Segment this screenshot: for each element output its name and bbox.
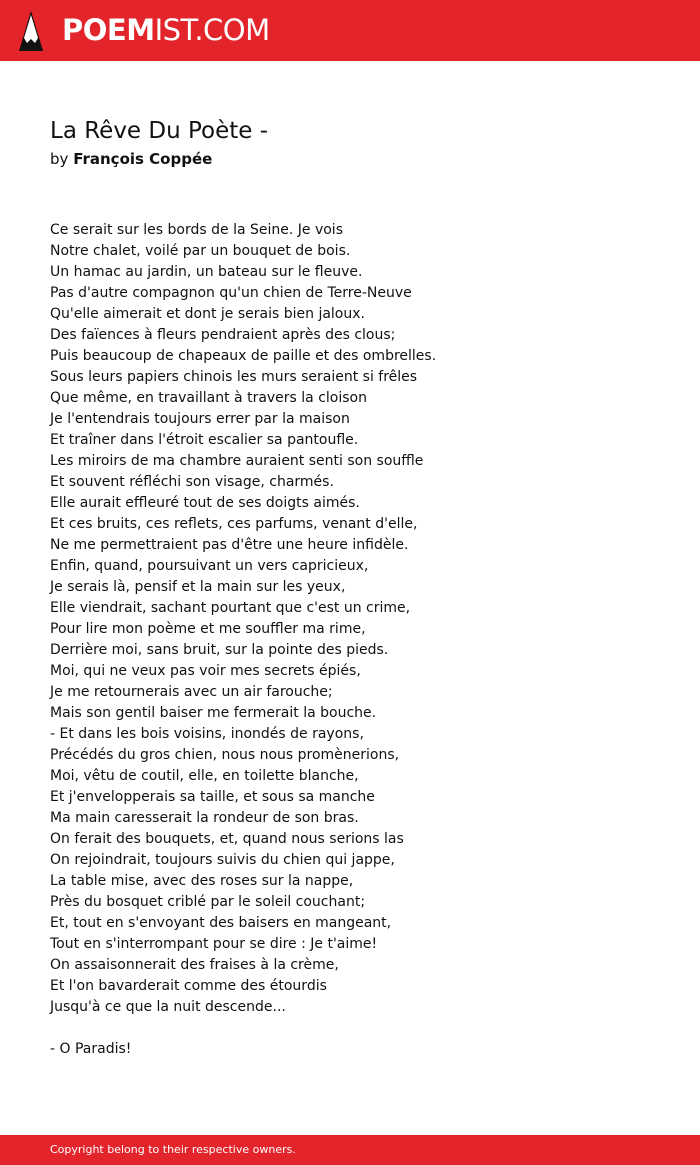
poem-line: Et l'on bavarderait comme des étourdis xyxy=(50,978,327,994)
poem-line: Sous leurs papiers chinois les murs seraient si frêles xyxy=(50,369,418,385)
poem-line: Puis beaucoup de chapeaux de paille et des ombrelles. xyxy=(50,348,437,364)
poem-line: Les miroirs de ma chambre auraient senti son souffle xyxy=(50,453,424,469)
poem-line: Et ces bruits, ces reflets, ces parfums, venant d'elle, xyxy=(50,516,418,532)
poem-line: Je l'entendrais toujours errer par la maison xyxy=(50,411,350,427)
poem-line: Que même, en travaillant à travers la cloison xyxy=(50,390,367,406)
brand-strong-text: POEM xyxy=(62,13,155,47)
poem-line: Un hamac au jardin, un bateau sur le fleuve. xyxy=(50,264,363,280)
poem-line: On ferait des bouquets, et, quand nous serions las xyxy=(50,831,404,847)
site-footer xyxy=(0,1135,700,1165)
brand-light-text: IST.COM xyxy=(154,13,270,47)
poem-byline xyxy=(50,149,212,169)
poem-line: On assaisonnerait des fraises à la crème, xyxy=(50,957,339,973)
by-label: by xyxy=(50,150,69,168)
site-header xyxy=(0,0,700,61)
poem-body xyxy=(50,220,670,1060)
poem-line: Enfin, quand, poursuivant un vers capricieux, xyxy=(50,558,369,574)
poem-line: Pas d'autre compagnon qu'un chien de Terre-Neuve xyxy=(50,285,412,301)
poem-line: Ne me permettraient pas d'être une heure infidèle. xyxy=(50,537,409,553)
poem-line: Notre chalet, voilé par un bouquet de bois. xyxy=(50,243,351,259)
poem-line: Et, tout en s'envoyant des baisers en mangeant, xyxy=(50,915,392,931)
poem-line: Des faïences à fleurs pendraient après des clous; xyxy=(50,327,396,343)
poem-line: La table mise, avec des roses sur la nappe, xyxy=(50,873,354,889)
site-logo-link[interactable] xyxy=(62,12,270,48)
poem-line: Je me retournerais avec un air farouche; xyxy=(50,684,333,700)
poem-line: Moi, vêtu de coutil, elle, en toilette blanche, xyxy=(50,768,359,784)
poem-line: Pour lire mon poème et me souffler ma rime, xyxy=(50,621,366,637)
poem-line: On rejoindrait, toujours suivis du chien qui jappe, xyxy=(50,852,395,868)
poem-line: - Et dans les bois voisins, inondés de rayons, xyxy=(50,726,364,742)
poem-line: Elle aurait effleuré tout de ses doigts aimés. xyxy=(50,495,360,511)
stanza-gap xyxy=(50,1018,670,1039)
poem-line: Et j'envelopperais sa taille, et sous sa manche xyxy=(50,789,375,805)
poem-line: Qu'elle aimerait et dont je serais bien jaloux. xyxy=(50,306,365,322)
poem-line: Derrière moi, sans bruit, sur la pointe des pieds. xyxy=(50,642,389,658)
poem-line: Précédés du gros chien, nous nous promènerions, xyxy=(50,747,400,763)
poem-line: Je serais là, pensif et la main sur les yeux, xyxy=(50,579,346,595)
poem-title: La Rêve Du Poète - xyxy=(50,118,269,144)
poem-line: Jusqu'à ce que la nuit descende... xyxy=(50,999,286,1015)
poem-line: Tout en s'interrompant pour se dire : Je t'aime! xyxy=(50,936,378,952)
poem-author: François Coppée xyxy=(73,150,213,168)
poem-line: - O Paradis! xyxy=(50,1041,132,1057)
poem-line: Elle viendrait, sachant pourtant que c'est un crime, xyxy=(50,600,411,616)
poem-line: Mais son gentil baiser me fermerait la bouche. xyxy=(50,705,377,721)
poem-line: Ma main caresserait la rondeur de son bras. xyxy=(50,810,359,826)
poem-line: Et traîner dans l'étroit escalier sa pantoufle. xyxy=(50,432,359,448)
copyright-text: Copyright belong to their respective owners. xyxy=(50,1143,296,1156)
poem-line: Ce serait sur les bords de la Seine. Je vois xyxy=(50,222,343,238)
pencil-tip-icon[interactable] xyxy=(18,10,44,52)
poem-line: Et souvent réfléchi son visage, charmés. xyxy=(50,474,334,490)
poem-line: Moi, qui ne veux pas voir mes secrets épiés, xyxy=(50,663,361,679)
poem-line: Près du bosquet criblé par le soleil couchant; xyxy=(50,894,366,910)
